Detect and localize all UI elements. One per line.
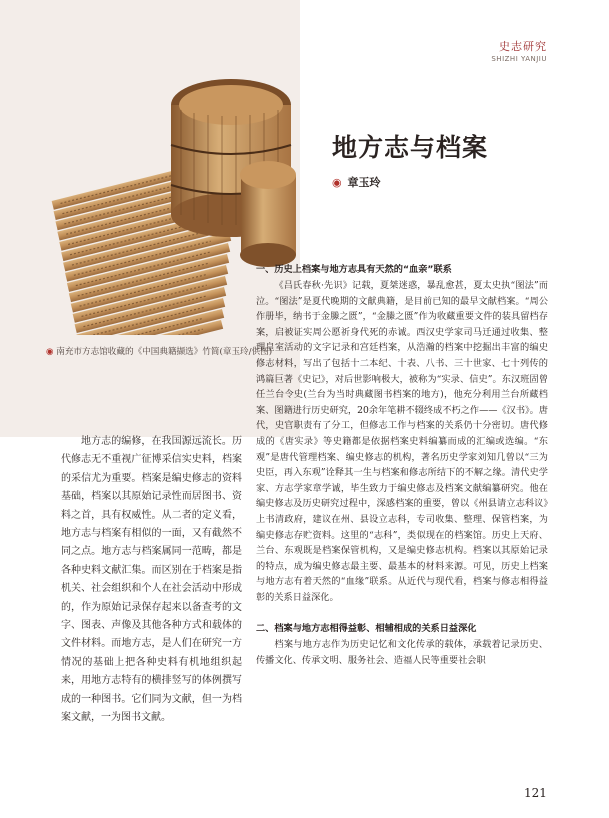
intro-paragraph-block xyxy=(61,433,242,728)
caption-bullet-icon: ◉ xyxy=(46,347,54,357)
caption-text: 南充市方志馆收藏的《中国典籍撷选》竹简(章玉玲/供图) xyxy=(56,347,273,357)
intro-paragraph: 地方志的编修，在我国源远流长。历代修志无不重视广征博采信实史料，档案的采信尤为重要。档案是编史修志的资料基础，档案以其原始记录性而居图书、资料之首，具有权威性。从二者的定义看，地方志与档案有相似的一面，又有截然不同之点。地方志与档案属同一范畴，都是各种史料文献汇集。而区别在于档案是指机关、社会组织和个人在社会活动中形成的，作为原始记录保存起来以备查考的文字、图表、声像及其他各种方式和载体的文件材料。而地方志，是人们在研究一方情况的基础上把各种史料有机地组织起来，用地方志特有的横排竖写的体例撰写成的一种图书。它们同为文献，但一为档案文献，一为图书文献。 xyxy=(61,436,242,724)
section-heading-2: 二、档案与地方志相得益彰、相辅相成的关系日益深化 xyxy=(256,623,477,635)
section-heading-1: 一、历史上档案与地方志具有天然的“血亲”联系 xyxy=(256,264,452,275)
main-column xyxy=(256,262,548,669)
figure-caption xyxy=(46,344,276,361)
column-brand xyxy=(491,38,547,63)
author-name: 章玉玲 xyxy=(347,176,381,189)
section-body-1: 《吕氏春秋·先识》记载，夏桀迷惑，暴乱愈甚，夏太史执“图法”而泣。“图法”是夏代晚期的文献典籍，是目前已知的最早文献档案。“周公作册毕，纳书于金縢之匮”，“金縢之匮”作为收藏重要文件的装具留档存案，启被证实周公愿祈身代死的赤诚。西汉史学家司马迁通过收集、整理皇室活动的文字记录和宫廷档案，从浩瀚的档案中挖掘出丰富的编史修志材料，写出了包括十二本纪、十表、八书、三十世家、七十列传的鸿篇巨著《史记》，对后世影响极大，被称为“实录、信史”。东汉班固曾任兰台令史(兰台为当时典藏图书档案的地方)，他充分利用兰台所藏档案、图籍进行历史研究，20余年笔耕不辍终成不朽之作——《汉书》。唐代，史官职责有了分工，但修志工作与档案的关系仍十分密切。唐代修成的《唐实录》等史籍都是依据档案史料编纂而成的汇编或选编。“东观”是唐代管理档案、编史修志的机构，著名历史学家刘知几曾以“三为史臣，再入东观”诠释其一生与档案和修志所结下的不解之缘。清代史学家、方志学家章学诚，毕生致力于编史修志及档案文献编纂研究。他在编史修志及历史研究过程中，深感档案的重要，曾以《州县请立志科议》上书清政府，建议在州、县设立志科，专司收集、整理、保管档案，为编史修志存贮资料。这里的“志科”，类似现在的档案馆。历史上天府、兰台、东观既是档案保管机构，又是编史修志机构。档案以其原始记录的特点，成为编史修志最主要、最基本的材料来源。可见，历史上档案与地方志有着天然的“血缘”联系。从近代与现代看，档案与修志相得益彰的关系日益深化。 xyxy=(256,280,548,603)
section-body-2: 档案与地方志作为历史记忆和文化传承的载体，承载着记录历史、传播文化、传承文明、服务社会、造福人民等重要社会职 xyxy=(256,639,548,667)
author-bullet-icon: ◉ xyxy=(332,176,342,189)
article-title: 地方志与档案 xyxy=(332,133,489,162)
column-name-en: SHIZHI YANJIU xyxy=(491,55,547,63)
article-author xyxy=(332,174,380,190)
column-name-cn: 史志研究 xyxy=(499,40,547,53)
page-number: 121 xyxy=(524,786,547,800)
